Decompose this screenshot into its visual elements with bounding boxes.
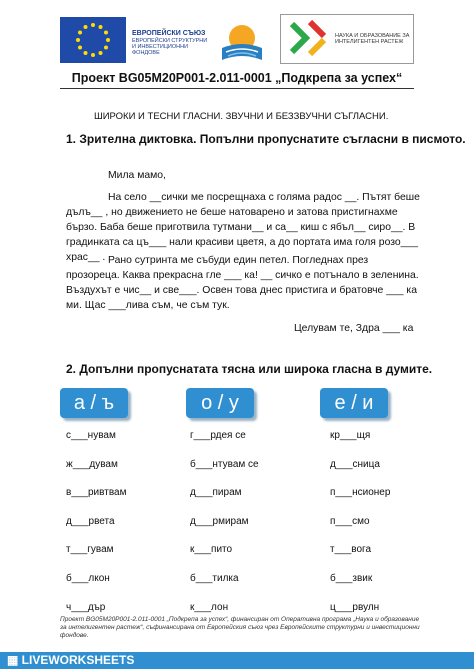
word-column-2	[190, 430, 259, 630]
word-item[interactable]: б___лкон	[66, 572, 110, 584]
project-title: Проект BG05M20P001-2.011-0001 „Подкрепа за успех“	[71, 71, 403, 85]
liveworksheets-icon: ▦	[7, 653, 22, 667]
program-arrows-icon	[284, 16, 334, 62]
vowel-pair-e-i: е / и	[320, 388, 388, 418]
ministry-text: НАУКА И ОБРАЗОВАНИЕ ЗА ИНТЕЛИГЕНТЕН РАСТЕЖ	[335, 33, 410, 45]
word-item[interactable]: ц___рвулн	[330, 601, 380, 613]
letter-greeting: Мила мамо,	[108, 170, 166, 181]
word-item[interactable]: д___сница	[330, 458, 380, 470]
word-item[interactable]: к___пито	[190, 544, 233, 556]
word-item[interactable]: ж___дувам	[66, 458, 118, 470]
word-item[interactable]: б___звик	[330, 572, 373, 584]
word-item[interactable]: ч___дър	[66, 601, 106, 613]
letter-signature: Целувам те, Здра ___ ка	[294, 323, 414, 334]
word-item[interactable]: т___гувам	[66, 544, 114, 556]
vowel-pair-a-a: а / ъ	[60, 388, 128, 418]
task2-heading: 2. Допълни пропуснатата тясна или широка гласна в думите.	[66, 362, 433, 376]
eu-flag-logo	[60, 17, 126, 63]
word-item[interactable]: д___пирам	[190, 487, 242, 499]
word-item[interactable]: б___нтувам се	[190, 458, 259, 470]
word-column-3	[330, 430, 390, 630]
eu-logo-text: ЕВРОПЕЙСКИ СЪЮЗ ЕВРОПЕЙСКИ СТРУКТУРНИ И ИНВЕСТИЦИОННИ ФОНДОВЕ	[132, 30, 208, 56]
liveworksheets-logo[interactable]: ▦ LIVEWORKSHEETS	[7, 653, 135, 667]
word-item[interactable]: в___ривтвам	[66, 487, 127, 499]
word-item[interactable]: кр___щя	[330, 430, 371, 441]
word-column-1	[66, 430, 126, 630]
word-item[interactable]: с___нувам	[66, 430, 116, 441]
word-item[interactable]: б___тилка	[190, 572, 239, 584]
letter-paragraph-1: На село __сички ме посрещнаха с голяма радос __. Пътят беше дълъ__ , но движението не беше натоварено и затова пристигнахме бързо. Баба беше приготвила тутмани__ и са__ киш с ябъл__ сиро__. В градинката са цъ___ нали красиви цветя, а до портата има голя розо___ храс__ .	[66, 192, 420, 263]
word-item[interactable]: п___смо	[330, 515, 370, 527]
vowel-pair-o-u: о / у	[186, 388, 254, 418]
task1-heading: 1. Зрителна диктовка. Попълни пропуснатите съгласни в писмото.	[66, 132, 466, 146]
word-item[interactable]: д___рвета	[66, 515, 115, 527]
ministry-program-logo	[280, 14, 414, 64]
eu-stars-icon	[76, 23, 110, 57]
footer-note: Проект BG05M20P001-2.011-0001 „Подкрепа за успех“, финансиран от Оперативна програма „Наука и образование за интелигентен растеж“, съфинансирана от Европейския съюз чрез Европейските структурни и инвестиционни фондове.	[60, 616, 420, 639]
letter-paragraph-2: Рано сутринта ме събуди един петел. Погледнах през прозореца. Каква прекрасна гле ___ ка! __ сичко е потънало в зеленина. Въздухът е чис__ и све___. Освен това днес пристига и братовче ___ ка ми. Щас ___лива съм, че съм тук.	[66, 255, 419, 311]
word-item[interactable]: д___рмирам	[190, 515, 249, 527]
word-item[interactable]: т___вога	[330, 544, 372, 556]
word-item[interactable]: п___нсионер	[330, 487, 391, 499]
worksheet-subtitle: ШИРОКИ И ТЕСНИ ГЛАСНИ. ЗВУЧНИ И БЕЗЗВУЧНИ СЪГЛАСНИ.	[94, 111, 389, 122]
title-divider	[60, 88, 414, 89]
open-book-logo-icon	[216, 18, 268, 70]
word-item[interactable]: г___рдея се	[190, 430, 246, 441]
word-item[interactable]: к___лон	[190, 601, 229, 613]
